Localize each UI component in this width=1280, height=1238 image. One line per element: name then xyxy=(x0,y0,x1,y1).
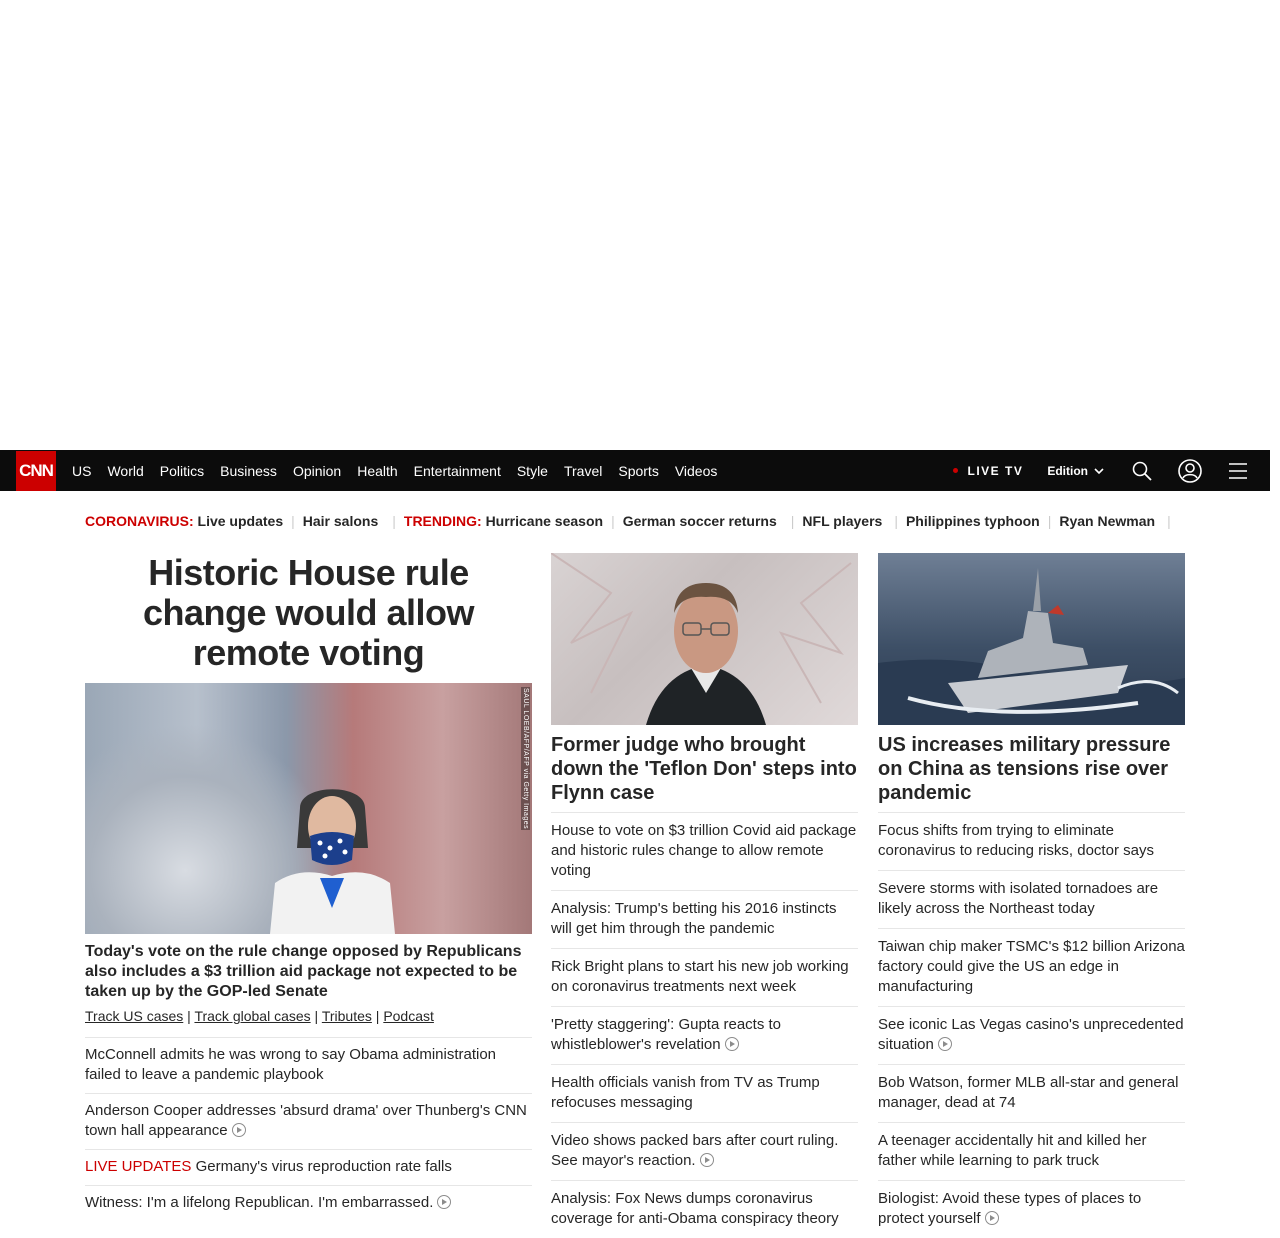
trending-label: TRENDING: xyxy=(403,513,482,529)
trending-link[interactable]: Philippines typhoon xyxy=(905,513,1040,529)
list-item[interactable] xyxy=(85,1185,532,1221)
judge-image[interactable] xyxy=(551,553,858,725)
list-item[interactable] xyxy=(85,1037,532,1093)
live-updates-label: LIVE UPDATES xyxy=(85,1158,192,1175)
lead-link[interactable]: Tributes xyxy=(321,1008,372,1024)
list-item[interactable] xyxy=(878,812,1185,870)
divider: | xyxy=(392,513,396,529)
list-item[interactable] xyxy=(878,1180,1185,1238)
divider: | xyxy=(611,513,615,529)
user-account-icon[interactable] xyxy=(1178,459,1202,483)
chevron-down-icon xyxy=(1094,464,1104,478)
nav-link-health[interactable]: Health xyxy=(357,462,398,479)
list-item[interactable] xyxy=(551,1064,858,1122)
lead-links: Track US cases | Track global cases | Tributes | Podcast xyxy=(85,1008,434,1024)
nav-link-politics[interactable]: Politics xyxy=(159,462,205,479)
judge-portrait-image xyxy=(551,553,858,725)
trending-link[interactable]: Ryan Newman xyxy=(1059,513,1156,529)
story-text: Video shows packed bars after court ruling. See mayor's reaction. xyxy=(551,1132,839,1169)
story-text: Analysis: Trump's betting his 2016 instincts will get him through the pandemic xyxy=(551,900,837,937)
lead-headline[interactable]: Historic House rule change would allow remote voting xyxy=(142,552,475,673)
col3-headline[interactable]: US increases military pressure on China as tensions rise over pandemic xyxy=(878,734,1171,804)
nav-link-opinion[interactable]: Opinion xyxy=(292,462,342,479)
divider: | xyxy=(1047,513,1052,529)
live-tv-label: LIVE TV xyxy=(967,463,1024,478)
play-icon xyxy=(725,1037,739,1051)
story-text: Bob Watson, former MLB all-star and general manager, dead at 74 xyxy=(878,1074,1179,1111)
list-item[interactable] xyxy=(878,870,1185,928)
warship-image[interactable] xyxy=(878,553,1185,725)
trending-link[interactable]: NFL players xyxy=(802,513,883,529)
story-text: Taiwan chip maker TSMC's $12 billion Arizona factory could give the US an edge in manufacturing xyxy=(878,938,1185,995)
hamburger-menu-icon[interactable] xyxy=(1226,459,1250,483)
story-column-3 xyxy=(878,553,1185,1238)
col2-headline[interactable]: Former judge who brought down the 'Teflon Don' steps into Flynn case xyxy=(551,734,857,804)
live-dot-icon xyxy=(953,468,958,473)
play-icon xyxy=(700,1153,714,1167)
col2-story-list xyxy=(551,812,858,1238)
cnn-logo[interactable]: CNN xyxy=(16,451,56,491)
nav-link-style[interactable]: Style xyxy=(516,462,548,479)
divider: | xyxy=(894,513,898,529)
search-icon[interactable] xyxy=(1130,459,1154,483)
trending-link[interactable]: Hurricane season xyxy=(485,513,604,529)
coronavirus-label: CORONAVIRUS: xyxy=(85,513,194,529)
story-text: Germany's virus reproduction rate falls xyxy=(195,1158,452,1175)
list-item[interactable] xyxy=(85,1093,532,1149)
top-nav xyxy=(0,450,1270,491)
lead-story-list xyxy=(85,1037,532,1221)
list-item[interactable] xyxy=(551,1006,858,1064)
story-text: Biologist: Avoid these types of places to protect yourself xyxy=(878,1190,1142,1227)
warship-photo-image xyxy=(878,553,1185,725)
list-item[interactable] xyxy=(551,948,858,1006)
nav-link-videos[interactable]: Videos xyxy=(674,462,718,479)
col3-story-list xyxy=(878,812,1185,1238)
list-item[interactable] xyxy=(878,1064,1185,1122)
list-item[interactable] xyxy=(85,1149,532,1185)
trending-link[interactable]: German soccer returns xyxy=(622,513,777,529)
edition-label: Edition xyxy=(1047,463,1088,478)
story-text: See iconic Las Vegas casino's unprecedented situation xyxy=(878,1016,1184,1053)
trending-bar xyxy=(85,511,1179,531)
story-text: Severe storms with isolated tornadoes are likely across the Northeast today xyxy=(878,880,1159,917)
image-credit: SAUL LOEB/AFP/AFP via Getty Images xyxy=(522,688,529,830)
lead-link[interactable]: Track global cases xyxy=(194,1008,311,1024)
lead-image[interactable] xyxy=(85,683,532,934)
lead-story xyxy=(85,553,532,1221)
person-image xyxy=(270,778,395,934)
story-text: Anderson Cooper addresses 'absurd drama' over Thunberg's CNN town hall appearance xyxy=(85,1102,527,1139)
list-item[interactable] xyxy=(551,1180,858,1238)
nav-link-business[interactable]: Business xyxy=(220,462,277,479)
list-item[interactable] xyxy=(878,928,1185,1006)
story-text: Analysis: Fox News dumps coronavirus coverage for anti-Obama conspiracy theory xyxy=(551,1190,839,1227)
list-item[interactable] xyxy=(551,1122,858,1180)
story-text: 'Pretty staggering': Gupta reacts to whistleblower's revelation xyxy=(551,1016,782,1053)
nav-link-travel[interactable]: Travel xyxy=(563,462,603,479)
edition-dropdown[interactable] xyxy=(1047,464,1104,478)
story-text: McConnell admits he was wrong to say Obama administration failed to leave a pandemic playbook xyxy=(85,1046,497,1083)
story-text: Witness: I'm a lifelong Republican. I'm embarrassed. xyxy=(85,1194,434,1211)
divider: | xyxy=(790,513,795,529)
trending-link[interactable]: Live updates xyxy=(197,513,284,529)
list-item[interactable] xyxy=(878,1006,1185,1064)
nav-link-sports[interactable]: Sports xyxy=(618,462,659,479)
divider: | xyxy=(291,513,295,529)
lead-link[interactable]: Track US cases xyxy=(85,1008,184,1024)
nav-link-world[interactable]: World xyxy=(107,462,144,479)
ad-space xyxy=(0,0,1280,450)
list-item[interactable] xyxy=(551,890,858,948)
story-text: Health officials vanish from TV as Trump refocuses messaging xyxy=(551,1074,820,1111)
play-icon xyxy=(232,1123,246,1137)
story-text: Focus shifts from trying to eliminate coronavirus to reducing risks, doctor says xyxy=(878,822,1154,859)
play-icon xyxy=(437,1195,451,1209)
nav-right xyxy=(953,450,1270,491)
lead-subheadline[interactable]: Today's vote on the rule change opposed by Republicans also includes a $3 trillion aid package not expected to be taken up by the GOP-led Senate xyxy=(85,943,522,1000)
play-icon xyxy=(938,1037,952,1051)
nav-link-entertainment[interactable]: Entertainment xyxy=(413,462,501,479)
story-column-2 xyxy=(551,553,858,1238)
list-item[interactable] xyxy=(878,1122,1185,1180)
live-tv-button[interactable] xyxy=(953,464,1023,478)
list-item[interactable] xyxy=(551,812,858,890)
play-icon xyxy=(985,1211,999,1225)
story-text: House to vote on $3 trillion Covid aid package and historic rules change to allow remote voting xyxy=(551,822,857,879)
story-text: A teenager accidentally hit and killed her father while learning to park truck xyxy=(878,1132,1147,1169)
story-text: Rick Bright plans to start his new job working on coronavirus treatments next week xyxy=(551,958,849,995)
lead-link[interactable]: Podcast xyxy=(383,1008,434,1024)
divider: | xyxy=(1167,513,1171,529)
nav-link-us[interactable]: US xyxy=(72,462,92,479)
nav-links xyxy=(64,463,725,479)
trending-link[interactable]: Hair salons xyxy=(302,513,379,529)
